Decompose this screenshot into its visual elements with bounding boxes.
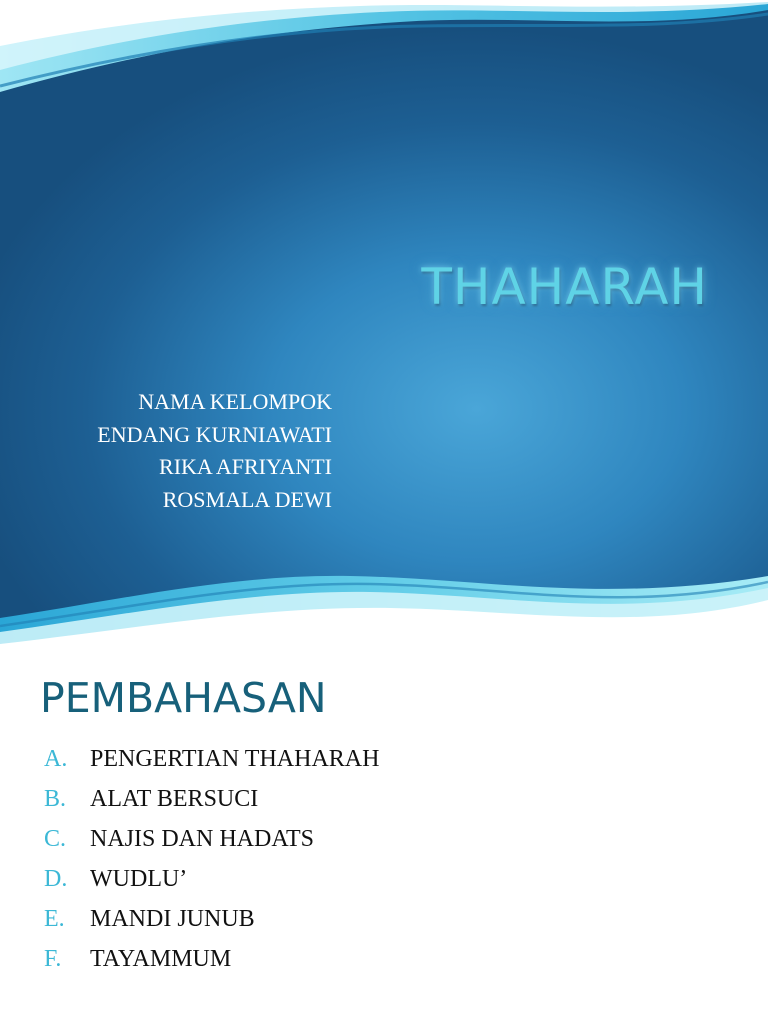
top-wave-decoration <box>0 0 768 95</box>
list-item <box>44 899 379 939</box>
list-letter: F. <box>44 946 62 972</box>
subtitle-line: RIKA AFRIYANTI <box>159 454 332 479</box>
list-text: PENGERTIAN THAHARAH <box>90 746 380 772</box>
slide-title: THAHARAH <box>421 258 708 316</box>
topics-slide <box>0 660 768 1024</box>
list-item <box>44 739 379 779</box>
list-letter: C. <box>44 826 67 852</box>
list-text: ALAT BERSUCI <box>90 786 259 812</box>
list-letter: E. <box>44 906 65 932</box>
group-members <box>0 386 332 516</box>
topic-list <box>44 739 379 979</box>
list-text: NAJIS DAN HADATS <box>90 826 315 852</box>
section-title: PEMBAHASAN <box>40 674 327 722</box>
list-letter: D. <box>44 866 68 892</box>
subtitle-line: NAMA KELOMPOK <box>138 389 332 414</box>
list-letter: B. <box>44 786 67 812</box>
list-text: TAYAMMUM <box>90 946 232 972</box>
list-item <box>44 819 379 859</box>
list-text: WUDLU’ <box>90 866 188 892</box>
list-item <box>44 939 379 979</box>
list-item <box>44 779 379 819</box>
bottom-wave-decoration <box>0 570 768 660</box>
subtitle-line: ROSMALA DEWI <box>162 486 332 512</box>
subtitle-line: ENDANG KURNIAWATI <box>97 421 332 447</box>
list-letter: A. <box>44 746 68 772</box>
list-text: MANDI JUNUB <box>90 906 255 932</box>
list-item <box>44 859 379 899</box>
